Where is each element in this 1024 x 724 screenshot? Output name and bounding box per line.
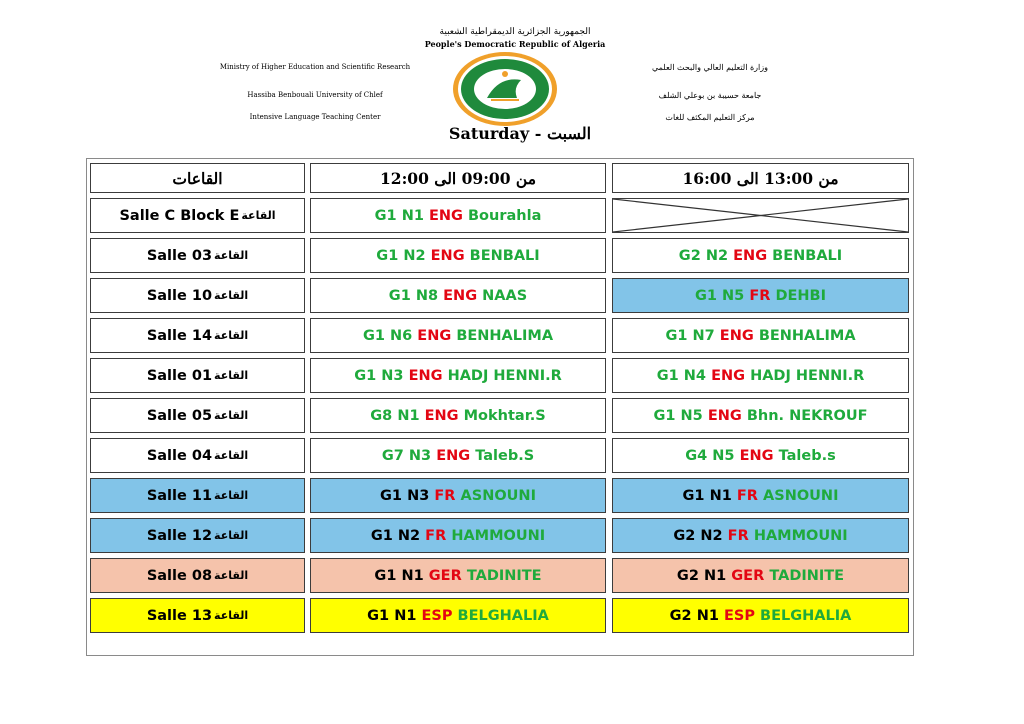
room-label-arabic: القاعة — [214, 609, 249, 622]
level-code: N1 — [696, 607, 719, 624]
teacher-name: Taleb.S — [475, 447, 535, 464]
level-code: N5 — [712, 447, 735, 464]
teacher-name: BENHALIMA — [456, 327, 554, 344]
group-code: G1 — [694, 287, 717, 304]
language-code: ENG — [424, 407, 459, 424]
group-code: G8 — [370, 407, 393, 424]
language-code: ESP — [724, 607, 755, 624]
room-label-arabic: القاعة — [214, 529, 249, 542]
morning-slot — [310, 318, 606, 353]
language-code: GER — [428, 567, 462, 584]
room-label-arabic: القاعة — [214, 489, 249, 502]
room-cell — [90, 518, 305, 553]
teacher-name: HAMMOUNI — [451, 527, 546, 544]
room-cell — [90, 438, 305, 473]
teacher-name: BELGHALIA — [457, 607, 549, 624]
morning-slot — [310, 518, 606, 553]
room-name: Salle 08 — [146, 567, 213, 584]
teacher-name: Bhn. NEKROUF — [746, 407, 868, 424]
level-code: N1 — [394, 607, 417, 624]
language-code: FR — [727, 527, 749, 544]
teacher-name: NAAS — [482, 287, 528, 304]
group-code: G1 — [354, 367, 377, 384]
language-code: ENG — [733, 247, 768, 264]
group-code: G1 — [374, 207, 397, 224]
group-code: G1 — [653, 407, 676, 424]
group-code: G2 — [678, 247, 701, 264]
room-name: Salle 12 — [146, 527, 213, 544]
language-code: ENG — [436, 447, 471, 464]
group-code: G1 — [374, 567, 397, 584]
level-code: N4 — [683, 367, 706, 384]
afternoon-slot — [612, 478, 909, 513]
room-name: Salle 13 — [146, 607, 213, 624]
language-code: ENG — [443, 287, 478, 304]
level-code: N6 — [390, 327, 413, 344]
teacher-name: ASNOUNI — [763, 487, 839, 504]
level-code: N3 — [407, 487, 430, 504]
group-code: G2 — [669, 607, 692, 624]
language-code: ENG — [417, 327, 452, 344]
teacher-name: DEHBI — [775, 287, 827, 304]
morning-slot — [310, 358, 606, 393]
level-code: N3 — [381, 367, 404, 384]
morning-slot — [310, 278, 606, 313]
level-code: N5 — [722, 287, 745, 304]
language-code: ENG — [408, 367, 443, 384]
room-name: Salle 11 — [146, 487, 213, 504]
group-code: G1 — [362, 327, 385, 344]
room-name: Salle 14 — [146, 327, 213, 344]
room-label-arabic: القاعة — [214, 369, 249, 382]
group-code: G1 — [380, 487, 403, 504]
morning-slot — [310, 558, 606, 593]
afternoon-slot — [612, 438, 909, 473]
teacher-name: HADJ HENNI.R — [447, 367, 562, 384]
morning-slot — [310, 598, 606, 633]
morning-slot — [310, 198, 606, 233]
language-code: ENG — [430, 247, 465, 264]
language-code: FR — [425, 527, 447, 544]
afternoon-slot — [612, 518, 909, 553]
language-code: FR — [736, 487, 758, 504]
language-code: ENG — [711, 367, 746, 384]
teacher-name: Mokhtar.S — [463, 407, 546, 424]
level-code: N2 — [700, 527, 723, 544]
morning-slot — [310, 238, 606, 273]
level-code: N1 — [703, 567, 727, 584]
room-name: Salle 04 — [146, 447, 213, 464]
teacher-name: HADJ HENNI.R — [750, 367, 865, 384]
language-code: FR — [434, 487, 456, 504]
morning-slot — [310, 438, 606, 473]
group-code: G7 — [381, 447, 404, 464]
room-name: Salle C Block E — [119, 207, 240, 224]
room-name: Salle 05 — [146, 407, 213, 424]
empty-slot-cross — [613, 199, 908, 232]
room-label-arabic: القاعة — [214, 329, 249, 342]
room-cell — [90, 238, 305, 273]
group-code: G1 — [376, 247, 399, 264]
group-code: G2 — [676, 567, 699, 584]
afternoon-slot — [612, 358, 909, 393]
morning-slot — [310, 398, 606, 433]
room-cell — [90, 478, 305, 513]
afternoon-slot — [612, 238, 909, 273]
language-code: ENG — [719, 327, 754, 344]
teacher-name: BENHALIMA — [758, 327, 856, 344]
language-code: GER — [731, 567, 765, 584]
afternoon-slot — [612, 398, 909, 433]
level-code: N2 — [705, 247, 729, 264]
room-name: Salle 01 — [146, 367, 213, 384]
language-code: FR — [749, 287, 771, 304]
afternoon-slot — [612, 278, 909, 313]
university-name-arabic: جامعة حسيبة بن بوعلي الشلف — [658, 91, 762, 100]
room-label-arabic: القاعة — [241, 209, 276, 222]
level-code: N2 — [403, 247, 426, 264]
afternoon-slot — [612, 318, 909, 353]
room-cell — [90, 398, 305, 433]
room-cell — [90, 198, 305, 233]
university-logo — [451, 50, 559, 128]
level-code: N8 — [415, 287, 439, 304]
level-code: N1 — [401, 567, 424, 584]
group-code: G4 — [685, 447, 708, 464]
language-code: ENG — [739, 447, 774, 464]
teacher-name: Taleb.s — [778, 447, 836, 464]
group-code: G1 — [370, 527, 393, 544]
level-code: N1 — [401, 207, 424, 224]
room-cell — [90, 358, 305, 393]
language-code: ENG — [428, 207, 463, 224]
teacher-name: TADINITE — [769, 567, 845, 584]
teacher-name: TADINITE — [466, 567, 542, 584]
level-code: N1 — [397, 407, 420, 424]
group-code: G1 — [656, 367, 679, 384]
group-code: G2 — [673, 527, 696, 544]
ministry-name-arabic: وزارة التعليم العالي والبحث العلمي — [652, 63, 768, 72]
language-code: ENG — [707, 407, 742, 424]
header-republic-english: People's Democratic Republic of Algeria — [424, 39, 606, 49]
level-code: N2 — [397, 527, 421, 544]
afternoon-slot — [612, 558, 909, 593]
center-name: Intensive Language Teaching Center — [249, 113, 381, 121]
afternoon-slot — [612, 198, 909, 233]
teacher-name: Bourahla — [468, 207, 542, 224]
center-name-arabic: مركز التعليم المكثف للغات — [665, 113, 755, 122]
teacher-name: BENBALI — [469, 247, 540, 264]
group-code: G1 — [665, 327, 688, 344]
header-afternoon: من 13:00 الى 16:00 — [612, 163, 909, 193]
level-code: N1 — [709, 487, 732, 504]
group-code: G1 — [682, 487, 705, 504]
page-title: Saturday - السبت — [448, 124, 592, 143]
teacher-name: BELGHALIA — [760, 607, 852, 624]
room-label-arabic: القاعة — [214, 249, 249, 262]
level-code: N3 — [408, 447, 432, 464]
group-code: G1 — [367, 607, 390, 624]
language-code: ESP — [421, 607, 453, 624]
room-label-arabic: القاعة — [214, 569, 249, 582]
room-name: Salle 03 — [146, 247, 213, 264]
level-code: N5 — [680, 407, 703, 424]
room-name: Salle 10 — [146, 287, 213, 304]
room-label-arabic: القاعة — [214, 289, 249, 302]
morning-slot — [310, 478, 606, 513]
header-rooms: القاعات — [90, 163, 305, 193]
teacher-name: HAMMOUNI — [753, 527, 848, 544]
room-cell — [90, 558, 305, 593]
room-cell — [90, 278, 305, 313]
group-code: G1 — [388, 287, 411, 304]
teacher-name: BENBALI — [772, 247, 843, 264]
room-label-arabic: القاعة — [214, 409, 249, 422]
room-cell — [90, 598, 305, 633]
header-republic-arabic: الجمهورية الجزائرية الديمقراطية الشعبية — [439, 27, 591, 37]
room-cell — [90, 318, 305, 353]
ministry-name: Ministry of Higher Education and Scientific Research — [219, 63, 411, 71]
header-morning: من 09:00 الى 12:00 — [310, 163, 606, 193]
university-name: Hassiba Benbouali University of Chlef — [247, 91, 383, 99]
level-code: N7 — [692, 327, 715, 344]
room-label-arabic: القاعة — [214, 449, 249, 462]
afternoon-slot — [612, 598, 909, 633]
teacher-name: ASNOUNI — [460, 487, 536, 504]
